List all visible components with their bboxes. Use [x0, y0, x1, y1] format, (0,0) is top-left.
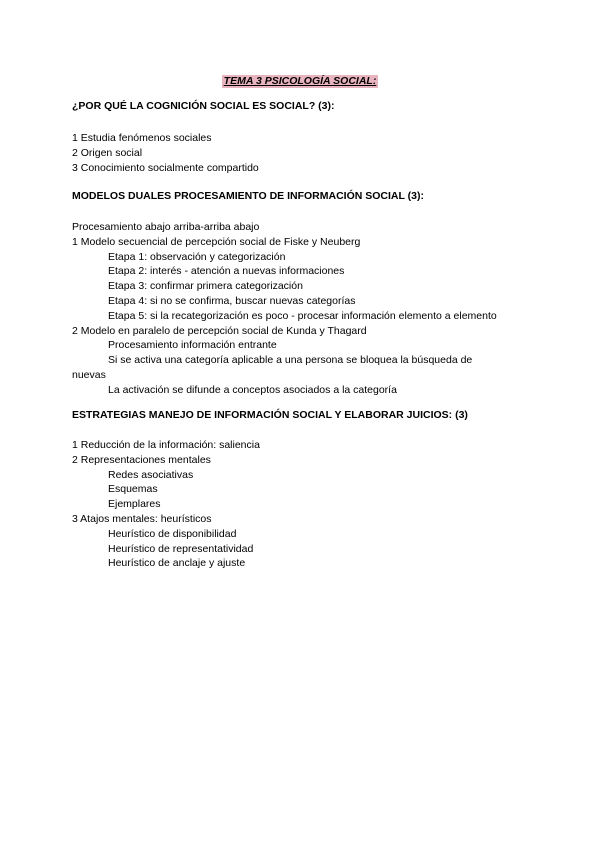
list-item: Etapa 5: si la recategorización es poco - procesar información elemento a elemento [108, 309, 497, 322]
list-item: 1 Reducción de la información: saliencia [72, 439, 260, 451]
list-item: Heurístico de anclaje y ajuste [108, 557, 246, 570]
list-item: La activación se difunde a conceptos asociados a la categoría [108, 383, 397, 396]
list-item: Heurístico de disponibilidad [108, 527, 237, 540]
section-strategies [72, 409, 532, 571]
list-item: 3 Conocimiento socialmente compartido [72, 161, 259, 174]
list-item: Si se activa una categoría aplicable a una persona se bloquea la búsqueda de nuevas [72, 354, 473, 381]
section-why-social [72, 100, 532, 175]
intro-line: Procesamiento abajo arriba-arriba abajo [72, 221, 260, 233]
list-item: 2 Origen social [72, 146, 143, 159]
list-item: 1 Modelo secuencial de percepción social de Fiske y Neuberg [72, 235, 361, 248]
list-item: Etapa 1: observación y categorización [108, 250, 286, 263]
section-heading: ¿POR QUÉ LA COGNICIÓN SOCIAL ES SOCIAL? (3): [72, 100, 335, 112]
list-item: Etapa 2: interés - atención a nuevas informaciones [108, 265, 345, 278]
list-item: 3 Atajos mentales: heurísticos [72, 512, 212, 525]
section-dual-models [72, 190, 532, 398]
section-heading: ESTRATEGIAS MANEJO DE INFORMACIÓN SOCIAL Y ELABORAR JUICIOS: (3) [72, 409, 468, 421]
title-block [0, 71, 600, 89]
list-item: Esquemas [108, 483, 158, 496]
list-item: Heurístico de representatividad [108, 542, 254, 555]
section-heading: MODELOS DUALES PROCESAMIENTO DE INFORMACIÓN SOCIAL (3): [72, 190, 424, 202]
list-item: Etapa 4: si no se confirma, buscar nuevas categorías [108, 294, 356, 307]
list-item: 2 Representaciones mentales [72, 453, 211, 466]
list-item: Redes asociativas [108, 468, 194, 481]
list-item: Etapa 3: confirmar primera categorización [108, 280, 303, 293]
list-item: 1 Estudia fenómenos sociales [72, 132, 212, 144]
list-item: Ejemplares [108, 498, 161, 511]
list-item: 2 Modelo en paralelo de percepción social de Kunda y Thagard [72, 324, 367, 337]
page-title: TEMA 3 PSICOLOGÍA SOCIAL: [223, 75, 377, 87]
list-item: Procesamiento información entrante [108, 339, 277, 352]
